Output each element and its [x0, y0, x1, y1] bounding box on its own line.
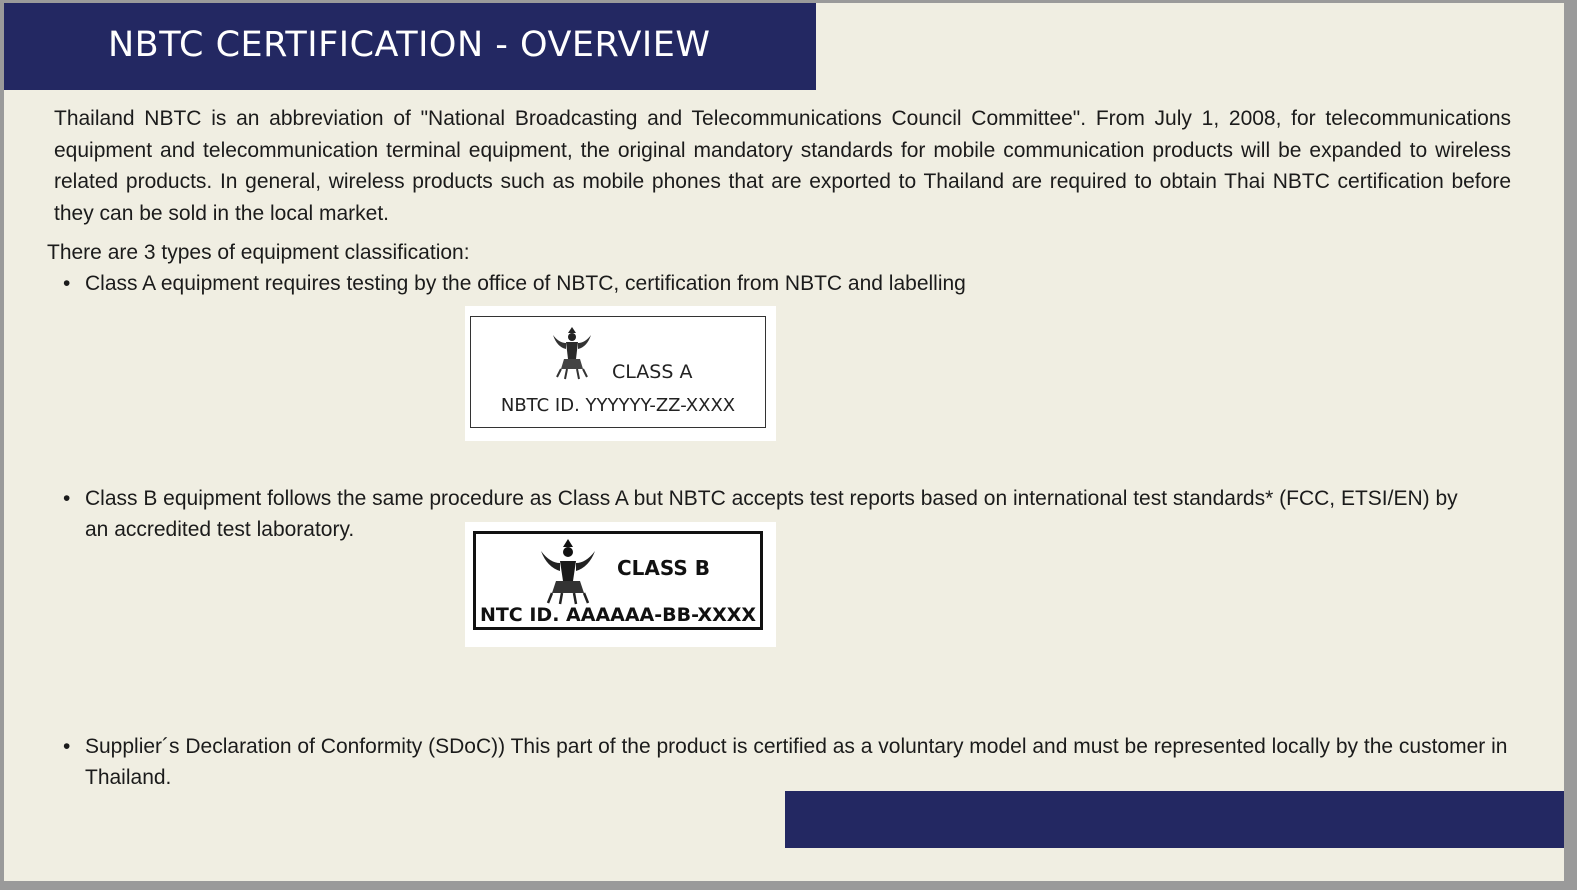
class-b-id-text: NTC ID. AAAAAA-BB-XXXX: [479, 604, 757, 626]
title-bar: [4, 3, 816, 90]
class-b-text: CLASS B: [617, 556, 711, 580]
class-a-label: [470, 316, 766, 428]
bullet-sdoc: • Supplier´s Declaration of Conformity (SDoC)) This part of the product is certified as a voluntary model and must be represented locally by the customer in Thailand.: [85, 731, 1515, 793]
types-heading: There are 3 types of equipment classification:: [47, 241, 470, 264]
footer-bar: [785, 791, 1564, 848]
intro-paragraph: Thailand NBTC is an abbreviation of "National Broadcasting and Telecommunications Council Committee". From July 1, 2008, for telecommunications equipment and telecommunication terminal equipment, the original mandatory standards for mobile communication products will be expanded to wireless related products. In general, wireless products such as mobile phones that are exported to Thailand are required to obtain Thai NBTC certification before they can be sold in the local market.: [54, 107, 1511, 225]
class-a-label-image: [465, 306, 776, 441]
bullet-class-a: • Class A equipment requires testing by the office of NBTC, certification from NBTC and labelling: [85, 268, 1515, 299]
slide: [4, 3, 1564, 881]
garuda-emblem-icon: [538, 537, 598, 605]
class-b-label: [473, 531, 763, 630]
class-b-label-image: [465, 522, 776, 647]
class-a-id-text: NBTC ID. YYYYYY-ZZ-XXXX: [500, 395, 736, 416]
page-title: NBTC CERTIFICATION - OVERVIEW: [108, 25, 711, 65]
garuda-emblem-icon: [549, 323, 595, 381]
bullet-class-b: • Class B equipment follows the same procedure as Class A but NBTC accepts test reports based on international test standards* (FCC, ETSI/EN) by an accredited test laboratory.: [85, 483, 1465, 545]
class-a-text: CLASS A: [612, 361, 693, 383]
